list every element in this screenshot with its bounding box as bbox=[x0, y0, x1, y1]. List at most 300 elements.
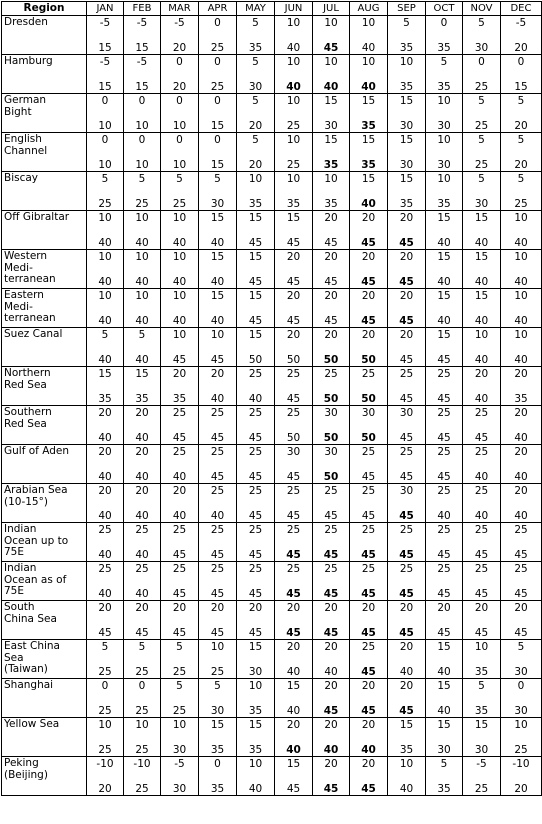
max-value: 25 bbox=[98, 705, 112, 717]
min-value: 5 bbox=[176, 173, 183, 185]
value-cell bbox=[388, 445, 426, 484]
value-cell bbox=[388, 172, 426, 211]
value-cell bbox=[237, 172, 275, 211]
min-value: 25 bbox=[437, 485, 451, 497]
value-cell bbox=[463, 640, 501, 679]
min-value: 25 bbox=[437, 524, 451, 536]
min-value: 25 bbox=[135, 524, 149, 536]
min-value: 25 bbox=[210, 407, 225, 419]
value-cell bbox=[388, 718, 426, 757]
value-cell bbox=[388, 55, 426, 94]
min-value: 5 bbox=[517, 641, 525, 653]
value-cell bbox=[501, 406, 542, 445]
min-value: 25 bbox=[361, 446, 376, 458]
max-value: 40 bbox=[514, 354, 528, 366]
value-cell bbox=[463, 562, 501, 601]
value-cell bbox=[124, 289, 161, 328]
min-value: 15 bbox=[248, 329, 263, 341]
min-value: 10 bbox=[324, 17, 338, 29]
min-value: 25 bbox=[98, 524, 112, 536]
min-value: 15 bbox=[286, 680, 301, 692]
max-value: 45 bbox=[437, 354, 451, 366]
min-value: 25 bbox=[437, 368, 451, 380]
min-value: 25 bbox=[399, 563, 414, 575]
value-cell bbox=[501, 562, 542, 601]
min-value: 15 bbox=[437, 290, 451, 302]
max-value: 45 bbox=[399, 276, 414, 288]
value-cell bbox=[313, 250, 350, 289]
min-value: 0 bbox=[101, 95, 109, 107]
max-value: 45 bbox=[324, 315, 338, 327]
min-value: 25 bbox=[474, 485, 489, 497]
max-value: 40 bbox=[98, 354, 112, 366]
max-value: 40 bbox=[361, 81, 376, 93]
min-value: 5 bbox=[138, 329, 146, 341]
value-cell bbox=[313, 367, 350, 406]
value-cell bbox=[388, 328, 426, 367]
max-value: 45 bbox=[172, 354, 187, 366]
value-cell bbox=[501, 289, 542, 328]
min-value: 25 bbox=[210, 485, 225, 497]
min-value: 30 bbox=[324, 407, 338, 419]
min-value: -5 bbox=[136, 17, 148, 29]
min-value: 10 bbox=[135, 212, 149, 224]
max-value: 45 bbox=[286, 627, 301, 639]
value-cell bbox=[161, 406, 199, 445]
max-value: 20 bbox=[514, 120, 528, 132]
max-value: 45 bbox=[248, 627, 263, 639]
value-cell bbox=[313, 679, 350, 718]
max-value: 40 bbox=[135, 510, 149, 522]
max-value: 30 bbox=[437, 120, 451, 132]
month-header: JAN bbox=[87, 2, 124, 16]
table-row bbox=[2, 757, 542, 796]
table-row bbox=[2, 445, 542, 484]
value-cell bbox=[463, 484, 501, 523]
min-value: 30 bbox=[324, 446, 338, 458]
value-cell bbox=[161, 640, 199, 679]
min-value: 15 bbox=[437, 329, 451, 341]
min-value: 10 bbox=[324, 56, 338, 68]
value-cell bbox=[426, 406, 463, 445]
header-row bbox=[2, 2, 542, 16]
max-value: 25 bbox=[98, 666, 112, 678]
min-value: 25 bbox=[324, 368, 338, 380]
max-value: 40 bbox=[286, 81, 301, 93]
max-value: 25 bbox=[135, 705, 149, 717]
value-cell bbox=[161, 523, 199, 562]
region-name: Indian Ocean up to 75E bbox=[2, 523, 87, 562]
max-value: 25 bbox=[135, 666, 149, 678]
max-value: 15 bbox=[98, 42, 112, 54]
value-cell bbox=[275, 484, 313, 523]
value-cell bbox=[426, 211, 463, 250]
max-value: 45 bbox=[210, 432, 225, 444]
month-header: FEB bbox=[124, 2, 161, 16]
min-value: 25 bbox=[248, 407, 263, 419]
value-cell bbox=[199, 172, 237, 211]
min-value: 25 bbox=[474, 524, 489, 536]
value-cell bbox=[350, 133, 388, 172]
max-value: 35 bbox=[361, 159, 376, 171]
min-value: 15 bbox=[210, 290, 225, 302]
value-cell bbox=[275, 523, 313, 562]
max-value: 25 bbox=[474, 159, 489, 171]
min-value: 25 bbox=[399, 446, 414, 458]
min-value: 25 bbox=[474, 407, 489, 419]
min-value: 25 bbox=[172, 446, 187, 458]
max-value: 40 bbox=[437, 315, 451, 327]
value-cell bbox=[388, 289, 426, 328]
region-name: Peking (Beijing) bbox=[2, 757, 87, 796]
min-value: 15 bbox=[286, 212, 301, 224]
value-cell bbox=[275, 16, 313, 55]
region-name: English Channel bbox=[2, 133, 87, 172]
min-value: 15 bbox=[248, 251, 263, 263]
min-value: 25 bbox=[248, 524, 263, 536]
value-cell bbox=[350, 484, 388, 523]
min-value: 15 bbox=[210, 212, 225, 224]
table-row bbox=[2, 133, 542, 172]
min-value: 15 bbox=[361, 173, 376, 185]
min-value: 15 bbox=[248, 290, 263, 302]
min-value: -10 bbox=[512, 758, 530, 770]
value-cell bbox=[237, 718, 275, 757]
max-value: 40 bbox=[286, 744, 301, 756]
min-value: 15 bbox=[474, 290, 489, 302]
min-value: 15 bbox=[399, 173, 414, 185]
min-value: -5 bbox=[99, 56, 111, 68]
min-value: 25 bbox=[172, 407, 187, 419]
value-cell bbox=[350, 640, 388, 679]
max-value: 45 bbox=[514, 627, 528, 639]
value-cell bbox=[388, 484, 426, 523]
max-value: 45 bbox=[361, 705, 376, 717]
value-cell bbox=[275, 640, 313, 679]
max-value: 45 bbox=[324, 510, 338, 522]
max-value: 20 bbox=[98, 783, 112, 795]
min-value: -5 bbox=[515, 17, 527, 29]
value-cell bbox=[161, 94, 199, 133]
max-value: 45 bbox=[323, 42, 339, 54]
min-value: 5 bbox=[101, 641, 109, 653]
min-value: 10 bbox=[514, 719, 528, 731]
value-cell bbox=[350, 289, 388, 328]
max-value: 45 bbox=[324, 276, 338, 288]
max-value: 45 bbox=[437, 471, 451, 483]
value-cell bbox=[388, 16, 426, 55]
value-cell bbox=[463, 679, 501, 718]
max-value: 40 bbox=[286, 705, 301, 717]
max-value: 40 bbox=[248, 393, 263, 405]
value-cell bbox=[199, 55, 237, 94]
value-cell bbox=[313, 523, 350, 562]
value-cell bbox=[463, 55, 501, 94]
min-value: 25 bbox=[437, 446, 451, 458]
min-value: 5 bbox=[478, 134, 485, 146]
max-value: 40 bbox=[98, 471, 112, 483]
max-value: 40 bbox=[172, 510, 187, 522]
max-value: 35 bbox=[399, 198, 414, 210]
value-cell bbox=[501, 94, 542, 133]
max-value: 25 bbox=[135, 198, 149, 210]
min-value: 15 bbox=[399, 719, 414, 731]
max-value: 30 bbox=[514, 705, 528, 717]
min-value: 0 bbox=[517, 56, 525, 68]
min-value: 10 bbox=[474, 641, 489, 653]
min-value: 0 bbox=[214, 17, 221, 29]
value-cell bbox=[124, 523, 161, 562]
min-value: 5 bbox=[478, 17, 485, 29]
max-value: 45 bbox=[399, 354, 414, 366]
min-value: 10 bbox=[286, 173, 301, 185]
max-value: 35 bbox=[323, 159, 339, 171]
value-cell bbox=[161, 484, 199, 523]
max-value: 50 bbox=[361, 354, 376, 366]
min-value: 15 bbox=[437, 212, 451, 224]
min-value: 25 bbox=[324, 563, 338, 575]
max-value: 40 bbox=[399, 783, 414, 795]
min-value: 10 bbox=[135, 719, 149, 731]
max-value: 45 bbox=[323, 705, 339, 717]
value-cell bbox=[426, 367, 463, 406]
value-cell bbox=[87, 718, 124, 757]
max-value: 45 bbox=[474, 627, 489, 639]
max-value: 30 bbox=[248, 666, 263, 678]
max-value: 25 bbox=[514, 198, 528, 210]
max-value: 40 bbox=[286, 42, 301, 54]
max-value: 20 bbox=[514, 42, 528, 54]
value-cell bbox=[275, 211, 313, 250]
value-cell bbox=[426, 562, 463, 601]
value-cell bbox=[87, 679, 124, 718]
min-value: 25 bbox=[172, 563, 187, 575]
value-cell bbox=[426, 172, 463, 211]
month-header: AUG bbox=[350, 2, 388, 16]
min-value: 15 bbox=[399, 134, 414, 146]
value-cell bbox=[350, 523, 388, 562]
max-value: 25 bbox=[474, 783, 489, 795]
value-cell bbox=[87, 250, 124, 289]
table-row bbox=[2, 94, 542, 133]
region-name: Gulf of Aden bbox=[2, 445, 87, 484]
max-value: 25 bbox=[172, 198, 187, 210]
value-cell bbox=[237, 562, 275, 601]
min-value: 5 bbox=[403, 17, 410, 29]
min-value: 20 bbox=[514, 602, 528, 614]
max-value: 45 bbox=[172, 627, 187, 639]
value-cell bbox=[463, 250, 501, 289]
max-value: 45 bbox=[514, 588, 528, 600]
min-value: 15 bbox=[474, 719, 489, 731]
month-header: SEP bbox=[388, 2, 426, 16]
max-value: 40 bbox=[437, 666, 451, 678]
max-value: 45 bbox=[323, 588, 339, 600]
min-value: 5 bbox=[214, 680, 221, 692]
min-value: 0 bbox=[176, 95, 183, 107]
max-value: 30 bbox=[514, 666, 528, 678]
min-value: 25 bbox=[474, 563, 489, 575]
max-value: 40 bbox=[135, 276, 149, 288]
min-value: 20 bbox=[399, 251, 414, 263]
value-cell bbox=[275, 250, 313, 289]
value-cell bbox=[350, 406, 388, 445]
min-value: 25 bbox=[399, 368, 414, 380]
min-value: 20 bbox=[399, 290, 414, 302]
min-value: 25 bbox=[324, 485, 338, 497]
max-value: 45 bbox=[210, 549, 225, 561]
min-value: 20 bbox=[286, 602, 301, 614]
min-value: 20 bbox=[324, 251, 338, 263]
min-value: 25 bbox=[172, 524, 187, 536]
value-cell bbox=[161, 328, 199, 367]
max-value: 45 bbox=[248, 471, 263, 483]
min-value: -5 bbox=[174, 758, 185, 770]
value-cell bbox=[275, 289, 313, 328]
value-cell bbox=[463, 445, 501, 484]
value-cell bbox=[124, 679, 161, 718]
min-value: 5 bbox=[101, 173, 109, 185]
max-value: 35 bbox=[248, 744, 263, 756]
max-value: 45 bbox=[399, 237, 414, 249]
min-value: 5 bbox=[138, 641, 146, 653]
max-value: 45 bbox=[361, 783, 376, 795]
value-cell bbox=[426, 601, 463, 640]
max-value: 30 bbox=[172, 744, 187, 756]
max-value: 35 bbox=[361, 120, 376, 132]
min-value: 25 bbox=[135, 563, 149, 575]
value-cell bbox=[388, 679, 426, 718]
max-value: 35 bbox=[324, 198, 338, 210]
min-value: 10 bbox=[248, 173, 263, 185]
max-value: 40 bbox=[514, 315, 528, 327]
month-header: JUN bbox=[275, 2, 313, 16]
max-value: 20 bbox=[248, 159, 263, 171]
max-value: 50 bbox=[323, 432, 339, 444]
min-value: 10 bbox=[437, 173, 451, 185]
max-value: 30 bbox=[172, 783, 187, 795]
max-value: 45 bbox=[399, 432, 414, 444]
max-value: 10 bbox=[172, 120, 187, 132]
max-value: 40 bbox=[172, 276, 187, 288]
max-value: 40 bbox=[323, 81, 339, 93]
value-cell bbox=[313, 484, 350, 523]
max-value: 30 bbox=[324, 120, 338, 132]
region-name: South China Sea bbox=[2, 601, 87, 640]
max-value: 40 bbox=[474, 354, 489, 366]
table-row bbox=[2, 523, 542, 562]
value-cell bbox=[463, 601, 501, 640]
max-value: 45 bbox=[437, 432, 451, 444]
value-cell bbox=[350, 601, 388, 640]
table-row bbox=[2, 328, 542, 367]
min-value: 10 bbox=[172, 719, 187, 731]
min-value: 25 bbox=[437, 407, 451, 419]
min-value: 10 bbox=[514, 329, 528, 341]
min-value: 10 bbox=[248, 680, 263, 692]
max-value: 30 bbox=[474, 744, 489, 756]
value-cell bbox=[199, 250, 237, 289]
month-header: JUL bbox=[313, 2, 350, 16]
max-value: 45 bbox=[286, 471, 301, 483]
min-value: 10 bbox=[399, 56, 414, 68]
max-value: 40 bbox=[98, 549, 112, 561]
value-cell bbox=[161, 55, 199, 94]
max-value: 25 bbox=[172, 666, 187, 678]
value-cell bbox=[426, 445, 463, 484]
region-name: Northern Red Sea bbox=[2, 367, 87, 406]
table-row bbox=[2, 601, 542, 640]
min-value: 5 bbox=[252, 17, 259, 29]
max-value: 35 bbox=[248, 198, 263, 210]
max-value: 45 bbox=[286, 315, 301, 327]
value-cell bbox=[426, 94, 463, 133]
value-cell bbox=[501, 601, 542, 640]
min-value: 10 bbox=[361, 56, 376, 68]
max-value: 50 bbox=[248, 354, 263, 366]
max-value: 15 bbox=[514, 81, 528, 93]
min-value: 25 bbox=[210, 563, 225, 575]
min-value: 20 bbox=[437, 602, 451, 614]
value-cell bbox=[426, 523, 463, 562]
max-value: 20 bbox=[514, 159, 528, 171]
min-value: 15 bbox=[437, 680, 451, 692]
max-value: 45 bbox=[361, 627, 376, 639]
min-value: 20 bbox=[399, 329, 414, 341]
value-cell bbox=[388, 757, 426, 796]
max-value: 45 bbox=[437, 627, 451, 639]
max-value: 45 bbox=[399, 549, 414, 561]
value-cell bbox=[161, 16, 199, 55]
max-value: 50 bbox=[361, 432, 376, 444]
min-value: 20 bbox=[399, 680, 414, 692]
min-value: 5 bbox=[176, 680, 183, 692]
min-value: 25 bbox=[248, 368, 263, 380]
region-name: German Bight bbox=[2, 94, 87, 133]
min-value: 25 bbox=[361, 524, 376, 536]
value-cell bbox=[124, 562, 161, 601]
value-cell bbox=[199, 328, 237, 367]
min-value: 15 bbox=[474, 251, 489, 263]
value-cell bbox=[124, 757, 161, 796]
max-value: 40 bbox=[323, 744, 339, 756]
max-value: 40 bbox=[474, 393, 489, 405]
min-value: 20 bbox=[361, 719, 376, 731]
value-cell bbox=[275, 133, 313, 172]
max-value: 35 bbox=[98, 393, 112, 405]
max-value: 40 bbox=[135, 432, 149, 444]
min-value: 25 bbox=[286, 485, 301, 497]
value-cell bbox=[426, 250, 463, 289]
max-value: 30 bbox=[399, 120, 414, 132]
max-value: 45 bbox=[98, 627, 112, 639]
value-cell bbox=[501, 445, 542, 484]
max-value: 35 bbox=[474, 705, 489, 717]
max-value: 40 bbox=[172, 471, 187, 483]
region-name: Eastern Medi- terranean bbox=[2, 289, 87, 328]
value-cell bbox=[313, 172, 350, 211]
value-cell bbox=[199, 16, 237, 55]
min-value: 5 bbox=[138, 173, 146, 185]
max-value: 15 bbox=[135, 81, 149, 93]
value-cell bbox=[426, 16, 463, 55]
value-cell bbox=[388, 250, 426, 289]
min-value: 25 bbox=[98, 563, 112, 575]
min-value: 25 bbox=[210, 446, 225, 458]
value-cell bbox=[350, 562, 388, 601]
max-value: 45 bbox=[210, 588, 225, 600]
max-value: 25 bbox=[98, 744, 112, 756]
